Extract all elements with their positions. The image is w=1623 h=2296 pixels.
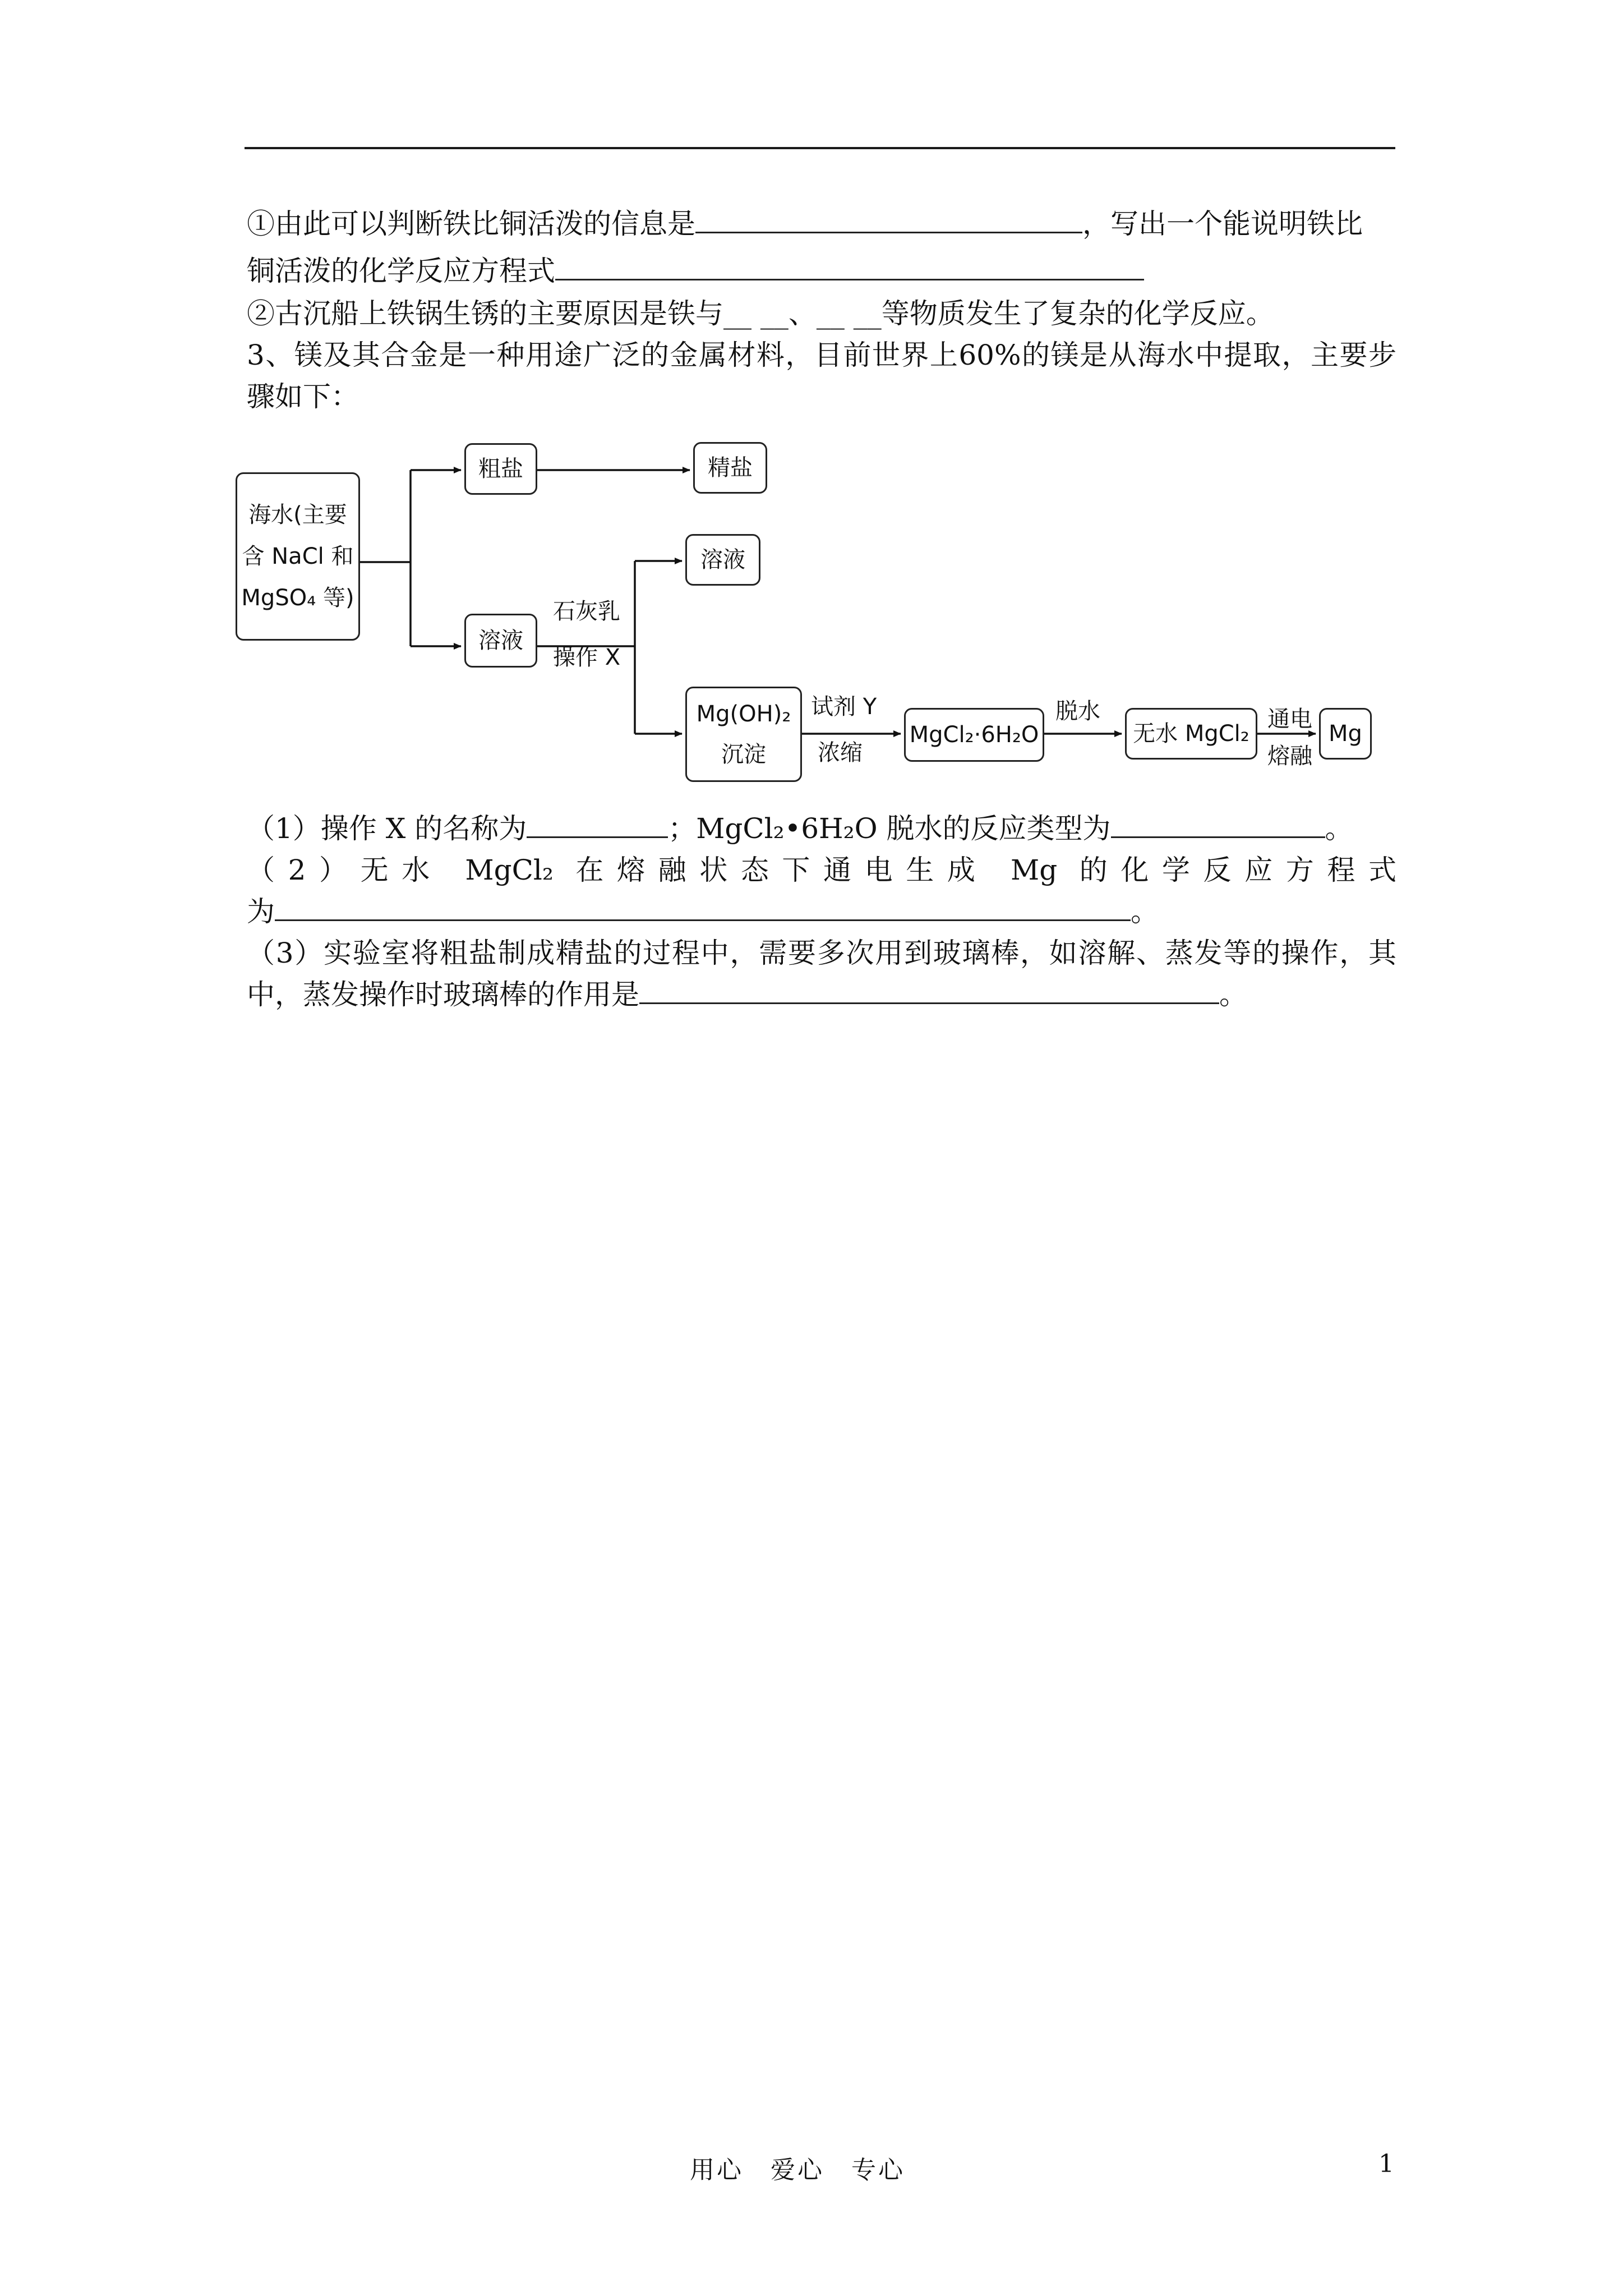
lime-milk-label: 石灰乳 bbox=[553, 599, 620, 624]
subq2-line2 bbox=[247, 891, 1396, 932]
seawater-box bbox=[236, 472, 360, 641]
subq2-line1: （2）无水 MgCl₂ 在熔融状态下通电生成 Mg 的化学反应方程式 bbox=[247, 854, 1396, 886]
q3-intro-line2: 骤如下： bbox=[247, 380, 359, 413]
seawater-label-2: 含 NaCl 和 bbox=[242, 544, 354, 569]
q1-line2-text: 铜活泼的化学反应方程式 bbox=[247, 255, 555, 287]
process-flow-diagram bbox=[230, 426, 1402, 774]
answer-blank-1[interactable] bbox=[695, 207, 1082, 233]
answer-blank-reaction-type[interactable] bbox=[1111, 812, 1325, 838]
concentrate-label: 浓缩 bbox=[818, 740, 863, 766]
q1-line1-text-b: ，写出一个能说明铁比 bbox=[1082, 208, 1363, 240]
q1-line1-text-a: ①由此可以判断铁比铜活泼的信息是 bbox=[247, 208, 695, 240]
q1-line3: ②古沉船上铁锅生锈的主要原因是铁与__ __、__ __等物质发生了复杂的化学反应。 bbox=[247, 297, 1274, 330]
mg-box: Mg bbox=[1319, 708, 1372, 760]
answer-blank-equation[interactable] bbox=[275, 895, 1131, 921]
precipitate-label: 沉淀 bbox=[721, 742, 766, 767]
solution-b-box: 溶液 bbox=[685, 534, 760, 586]
dehydrate-label: 脱水 bbox=[1055, 698, 1100, 724]
mgcl2-hydrate-box: MgCl₂·6H₂O bbox=[904, 708, 1044, 762]
electrify-label: 通电 bbox=[1267, 706, 1312, 732]
molten-label: 熔融 bbox=[1267, 743, 1312, 769]
q3-intro-line1: 3、镁及其合金是一种用途广泛的金属材料，目前世界上60%的镁是从海水中提取，主要步 bbox=[247, 339, 1396, 371]
subq1-text-b: ；MgCl₂•6H₂O 脱水的反应类型为 bbox=[668, 812, 1111, 845]
fine-salt-box: 精盐 bbox=[693, 442, 767, 494]
subq2-text-a: 为 bbox=[247, 895, 275, 928]
answer-blank-2[interactable] bbox=[555, 254, 1144, 280]
seawater-label-1: 海水(主要 bbox=[248, 502, 347, 528]
subq3-line2 bbox=[247, 974, 1396, 1015]
crude-salt-box: 粗盐 bbox=[464, 443, 537, 495]
answer-blank-op-x[interactable] bbox=[527, 812, 668, 838]
q1-line1 bbox=[247, 203, 1396, 245]
subq1-text-c: 。 bbox=[1325, 812, 1353, 845]
anhydrous-mgcl2-box: 无水 MgCl₂ bbox=[1125, 708, 1257, 760]
footer-slogan: 用心 爱心 专心 bbox=[690, 2156, 905, 2184]
reagent-y-label: 试剂 Y bbox=[811, 694, 877, 720]
subq1-text-a: （1）操作 X 的名称为 bbox=[247, 812, 527, 845]
mgoh2-box bbox=[685, 687, 802, 782]
page-number: 1 bbox=[1378, 2150, 1394, 2178]
subq3-text-a: 中，蒸发操作时玻璃棒的作用是 bbox=[247, 978, 639, 1011]
mgoh2-label: Mg(OH)₂ bbox=[696, 701, 791, 727]
header-rule bbox=[245, 147, 1395, 149]
subq3-line1: （3）实验室将粗盐制成精盐的过程中，需要多次用到玻璃棒，如溶解、蒸发等的操作，其 bbox=[247, 937, 1396, 969]
seawater-label-3: MgSO₄ 等) bbox=[241, 585, 354, 611]
subq2-text-b: 。 bbox=[1131, 895, 1159, 928]
operation-x-label: 操作 X bbox=[553, 645, 621, 670]
answer-blank-glass-rod[interactable] bbox=[639, 978, 1219, 1004]
subq1-line bbox=[247, 808, 1396, 849]
solution-box: 溶液 bbox=[464, 614, 537, 668]
subq3-text-b: 。 bbox=[1219, 978, 1247, 1011]
q1-line2 bbox=[247, 250, 1396, 292]
